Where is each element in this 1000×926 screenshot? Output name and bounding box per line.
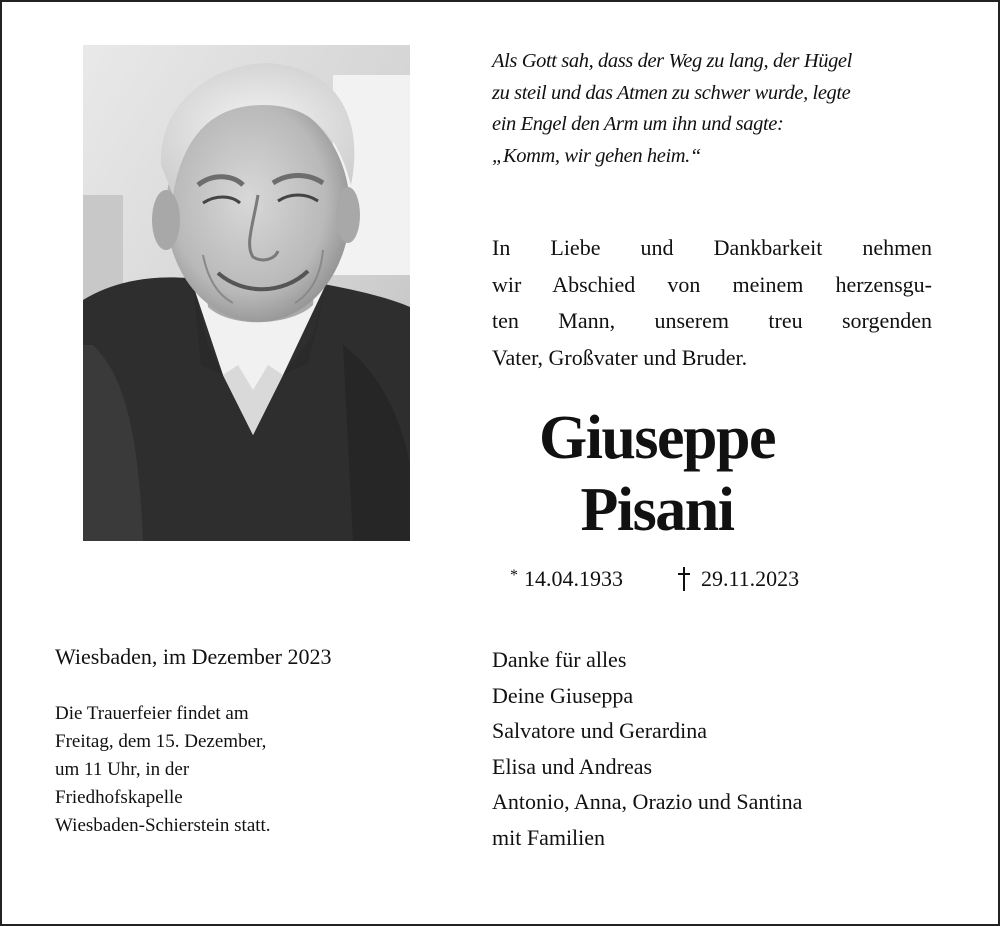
mourner-line: Elisa und Andreas	[492, 753, 653, 779]
quote-line: Als Gott sah, dass der Weg zu lang, der Hügel	[492, 50, 852, 72]
birth-symbol: *	[510, 567, 518, 584]
quote-line: ein Engel den Arm um ihn und sagte:	[492, 113, 784, 135]
first-name: Giuseppe	[538, 404, 776, 472]
death-date-value: 29.11.2023	[701, 566, 800, 591]
quote-line: „Komm, wir gehen heim.“	[492, 144, 701, 167]
birth-date-value: 14.04.1933	[524, 566, 623, 591]
service-line: Die Trauerfeier findet am	[55, 703, 249, 724]
farewell-line: Vater, Großvater und Bruder.	[492, 344, 748, 370]
birth-date	[510, 566, 623, 592]
service-line: Wiesbaden-Schierstein statt.	[55, 815, 271, 836]
portrait-photo	[83, 45, 410, 541]
mourner-line: Antonio, Anna, Orazio und Santina	[492, 789, 803, 814]
place-date: Wiesbaden, im Dezember 2023	[55, 644, 332, 669]
quote-verse	[492, 46, 932, 172]
farewell-text	[492, 230, 932, 376]
mourner-line: mit Familien	[492, 824, 606, 850]
mourner-line: Danke für alles	[492, 647, 627, 672]
service-line: Friedhofskapelle	[55, 787, 183, 808]
farewell-line: In Liebe und Dankbarkeit nehmen	[492, 235, 932, 260]
farewell-line: wir Abschied von meinem herzensgu-	[492, 271, 932, 297]
service-line: um 11 Uhr, in der	[55, 759, 190, 780]
mourner-line: Salvatore und Gerardina	[492, 718, 708, 743]
last-name: Pisani	[580, 476, 734, 544]
farewell-line: ten Mann, unserem treu sorgenden	[492, 308, 932, 333]
quote-line: zu steil und das Atmen zu schwer wurde, legte	[492, 81, 851, 104]
deceased-name	[492, 402, 822, 546]
death-date	[677, 566, 799, 592]
mourners-list	[492, 642, 802, 855]
service-line: Freitag, dem 15. Dezember,	[55, 731, 267, 752]
funeral-service-info	[55, 700, 271, 840]
mourner-line: Deine Giuseppa	[492, 682, 634, 708]
cross-icon	[677, 567, 691, 589]
